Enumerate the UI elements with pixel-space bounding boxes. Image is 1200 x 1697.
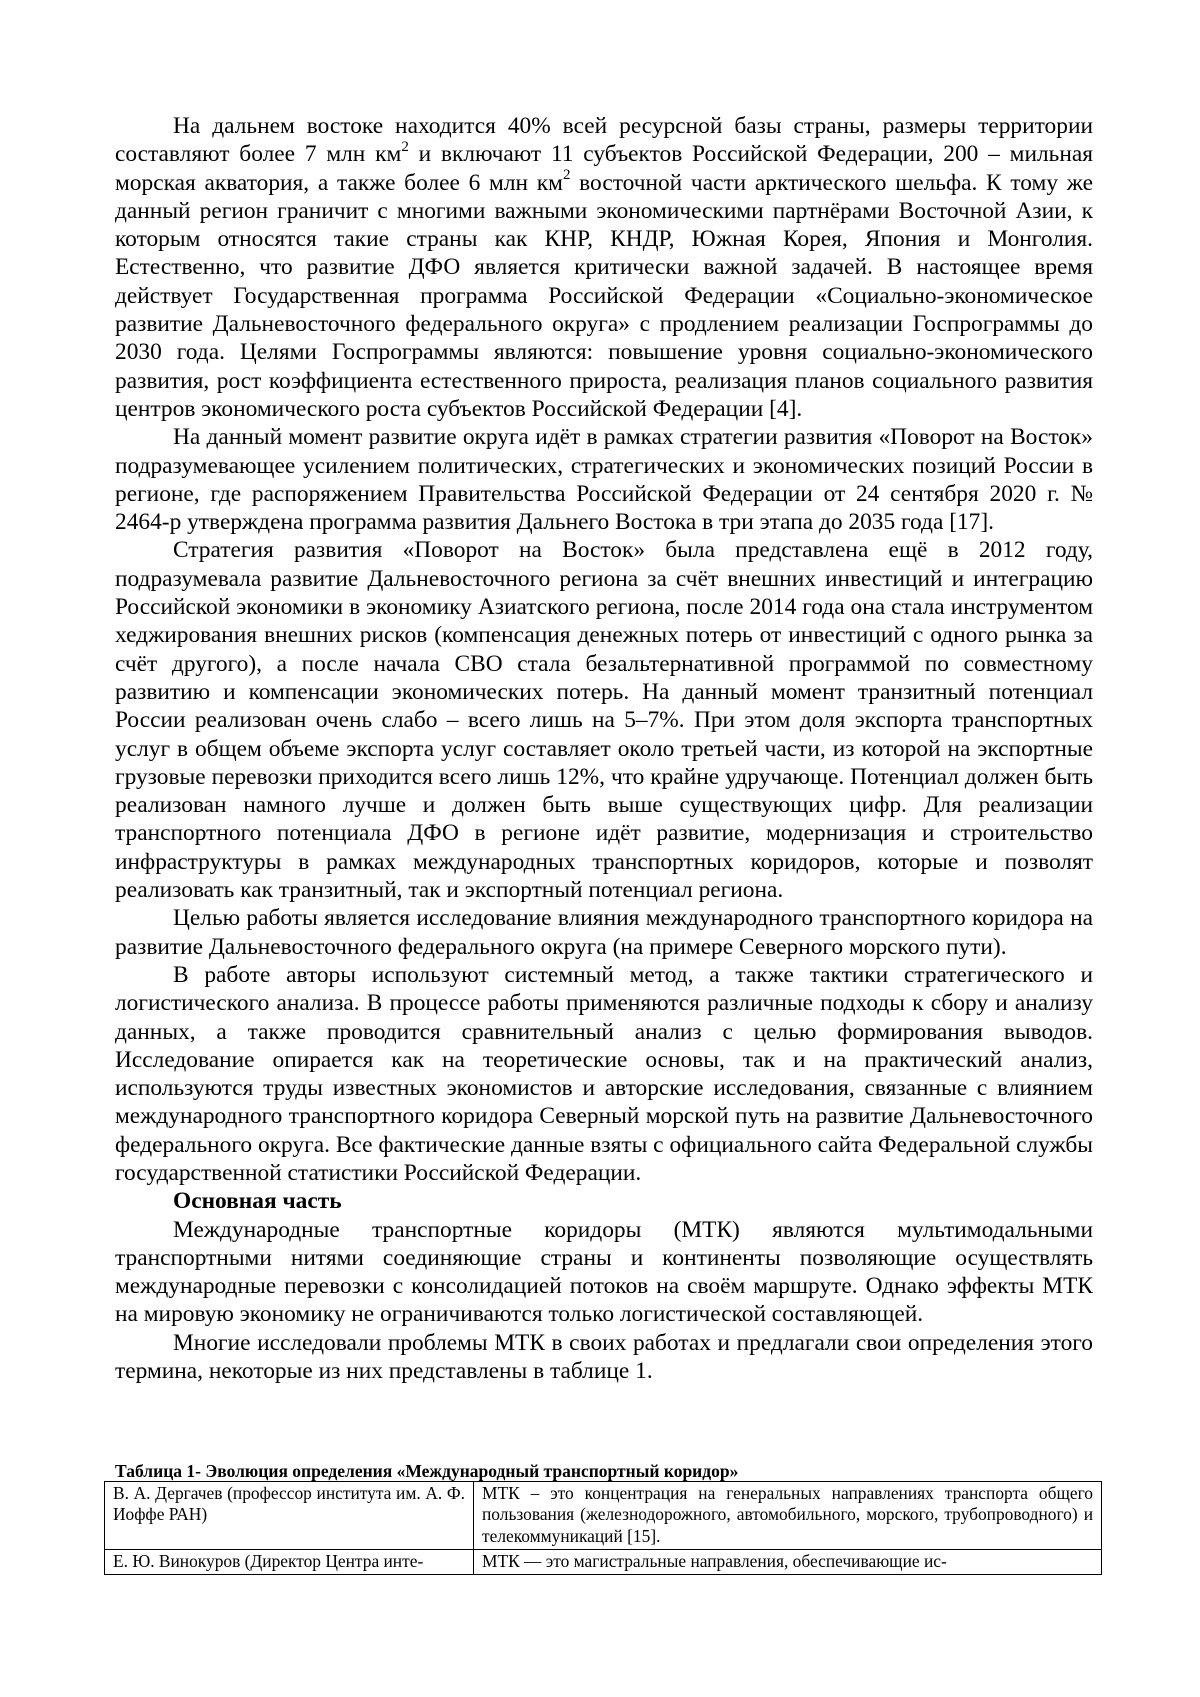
superscript: 2 — [401, 138, 409, 155]
table-cell-author: Е. Ю. Винокуров (Директор Центра инте- — [105, 1549, 474, 1574]
paragraph-4: Целью работы является исследование влияния международного транспортного коридора на развитие Дальневосточного федерального округа (на примере Северного морского пути). — [115, 905, 1093, 960]
table-row — [105, 1549, 1102, 1574]
paragraph-3: Стратегия развития «Поворот на Восток» была представлена ещё в 2012 году, подразумевала развитие Дальневосточного региона за счёт внешних инвестиций и интеграцию Российской экономики в экономику Азиатского региона, после 2014 года она стала инструментом хеджирования внешних рисков (компенсация денежных потерь от инвестиций с одного рынка за счёт другого), а после начала СВО стала безальтернативной программой по совместному развитию и компенсации экономических потерь. На данный момент транзитный потенциал России реализован очень слабо – всего лишь на 5–7%. При этом доля экспорта транспортных услуг в общем объеме экспорта услуг составляет около третьей части, из которой на экспортные грузовые перевозки приходится всего лишь 12%, что крайне удручающе. Потенциал должен быть реализован намного лучше и должен быть выше существующих цифр. Для реализации транспортного потенциала ДФО в регионе идёт развитие, модернизация и строительство инфраструктуры в рамках международных транспортных коридоров, которые и позволят реализовать как транзитный, так и экспортный потенциал региона. — [115, 537, 1093, 904]
paragraph-2: На данный момент развитие округа идёт в рамках стратегии развития «Поворот на Восток» подразумевающее усилением политических, стратегических и экономических позиций России в регионе, где распоряжением Правительства Российской Федерации от 24 сентября 2020 г. № 2464-р утверждена программа развития Дальнего Востока в три этапа до 2035 года [17]. — [115, 424, 1093, 536]
table-cell-definition: МТК — это магистральные направления, обеспечивающие ис- — [474, 1549, 1102, 1574]
table-row — [105, 1482, 1102, 1550]
paragraph-7: Многие исследовали проблемы МТК в своих работах и предлагали свои определения этого термина, некоторые из них представлены в таблице 1. — [115, 1329, 1093, 1385]
superscript: 2 — [562, 166, 571, 183]
paragraph-5: В работе авторы используют системный метод, а также тактики стратегического и логистического анализа. В процессе работы применяются различные подходы к сбору и анализу данных, а также проводится сравнительный анализ с целью формирования выводов. Исследование опирается как на теоретические основы, так и на практический анализ, используются труды известных экономистов и авторские исследования, связанные с влиянием международного транспортного коридора Северный морской путь на развитие Дальневосточного федерального округа. Все фактические данные взяты с официального сайта Федеральной службы государственной статистики Российской Федерации. — [115, 961, 1093, 1186]
table-caption: Таблица 1- Эволюция определения «Международный транспортный коридор» — [115, 1461, 739, 1481]
paragraph-1: На дальнем востоке находится 40% всей ресурсной базы страны, размеры территории составляют более 7 млн $км^2$ и включают 11 субъектов Российской Федерации, 200 – мильная морская акватория, а также более 6 млн $км^2$ восточной части арктического шельфа. К тому же данный регион граничит с многими важными экономическими партнёрами Восточной Азии, к которым относятся такие страны как КНР, КНДР, Южная Корея, Япония и Монголия. Естественно, что развитие ДФО является критически важной задачей. В настоящее время действует Государственная программа Российской Федерации «Социально-экономическое развитие Дальневосточного федерального округа» с продлением реализации Госпрограммы до 2030 года. Целями Госпрограммы являются: повышение уровня социально-экономического развития, рост коэффициента естественного прироста, реализация планов социального развития центров экономического роста субъектов Российской Федерации [4]. — [115, 113, 1093, 422]
section-heading: Основная часть — [173, 1188, 342, 1215]
table-cell-definition: МТК – это концентрация на генеральных направлениях транспорта общего пользования (железнодорожного, автомобильного, морского, трубопроводного) и телекоммуникаций [15]. — [474, 1482, 1102, 1550]
paragraph-6: Международные транспортные коридоры (МТК) являются мультимодальными транспортными нитями соединяющие страны и континенты позволяющие осуществлять международные перевозки с консолидацией потоков на своём маршруте. Однако эффекты МТК на мировую экономику не ограничиваются только логистической составляющей. — [115, 1216, 1093, 1328]
definitions-table — [104, 1481, 1102, 1575]
table-cell-author: В. А. Дергачев (профессор института им. А. Ф. Иоффе РАН) — [105, 1482, 474, 1550]
body-text — [115, 112, 1093, 1385]
